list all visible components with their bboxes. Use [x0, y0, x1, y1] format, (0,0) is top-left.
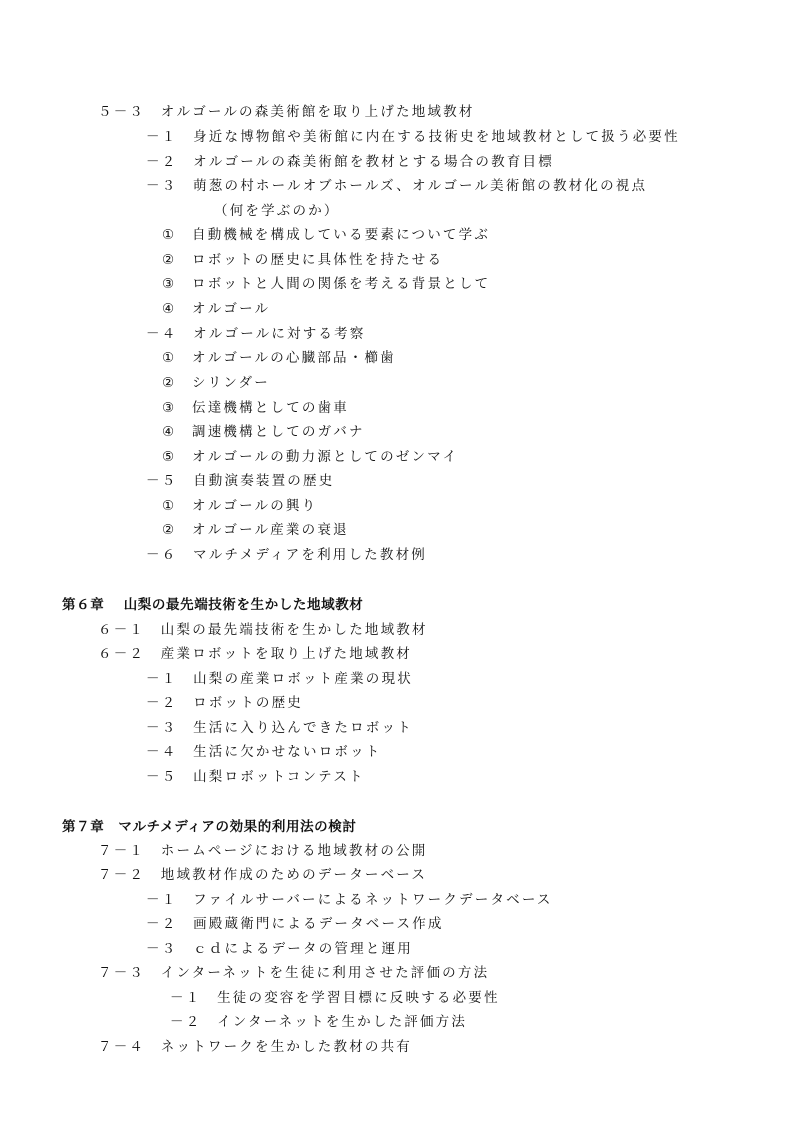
section-entry: ７－１ ホームページにおける地域教材の公開	[98, 843, 428, 859]
list-item: ④ オルゴール	[162, 301, 271, 317]
subsection-entry: －３ ｃｄによるデータの管理と運用	[146, 941, 413, 957]
subsection-entry: －１ 身近な博物館や美術館に内在する技術史を地域教材として扱う必要性	[146, 129, 680, 145]
subsection-entry: －１ 山梨の産業ロボット産業の現状	[146, 671, 413, 687]
section-entry: ７－３ インターネットを生徒に利用させた評価の方法	[98, 965, 490, 981]
subsection-entry: －１ ファイルサーバーによるネットワークデータベース	[146, 892, 553, 908]
chapter-heading: 第７章 マルチメディアの効果的利用法の検討	[62, 819, 357, 835]
subsection-entry: －１ 生徒の変容を学習目標に反映する必要性	[170, 990, 500, 1006]
section-entry: ７－２ 地域教材作成のためのデーターベース	[98, 867, 428, 883]
section-entry: ７－４ ネットワークを生かした教材の共有	[98, 1039, 412, 1055]
subsection-entry: －４ オルゴールに対する考察	[146, 326, 366, 342]
list-item: ③ 伝達機構としての歯車	[162, 400, 350, 416]
list-item: ③ ロボットと人間の関係を考える背景として	[162, 276, 491, 292]
section-entry: ６－１ 山梨の最先端技術を生かした地域教材	[98, 622, 428, 638]
subsection-entry: －５ 自動演奏装置の歴史	[146, 473, 335, 489]
section-entry: ５－３ オルゴールの森美術館を取り上げた地域教材	[98, 104, 475, 120]
subsection-entry: －２ オルゴールの森美術館を教材とする場合の教育目標	[146, 154, 554, 170]
list-item: ① オルゴールの興り	[162, 498, 318, 514]
list-item: ① 自動機械を構成している要素について学ぶ	[162, 227, 491, 243]
subsection-entry: －３ 萌葱の村ホールオブホールズ、オルゴール美術館の教材化の視点	[146, 178, 648, 194]
subsection-entry: －２ インターネットを生かした評価方法	[170, 1014, 468, 1030]
subsection-entry: －３ 生活に入り込んできたロボット	[146, 720, 413, 736]
subsection-entry: －４ 生活に欠かせないロボット	[146, 744, 382, 760]
subsection-entry: －２ 画殿蔵衛門によるデータベース作成	[146, 916, 444, 932]
subsection-entry: －６ マルチメディアを利用した教材例	[146, 547, 427, 563]
list-item: ⑤ オルゴールの動力源としてのゼンマイ	[162, 449, 459, 465]
subsection-entry: －５ 山梨ロボットコンテスト	[146, 769, 365, 785]
list-item: ② オルゴール産業の衰退	[162, 522, 349, 538]
list-item: ① オルゴールの心臓部品・櫛歯	[162, 350, 396, 366]
chapter-heading: 第６章 山梨の最先端技術を生かした地域教材	[62, 597, 364, 613]
subsection-continuation: （何を学ぶのか）	[214, 203, 340, 219]
list-item: ② ロボットの歴史に具体性を持たせる	[162, 252, 444, 268]
list-item: ④ 調速機構としてのガバナ	[162, 424, 365, 440]
section-entry: ６－２ 産業ロボットを取り上げた地域教材	[98, 646, 412, 662]
list-item: ② シリンダー	[162, 375, 270, 391]
subsection-entry: －２ ロボットの歴史	[146, 695, 303, 711]
